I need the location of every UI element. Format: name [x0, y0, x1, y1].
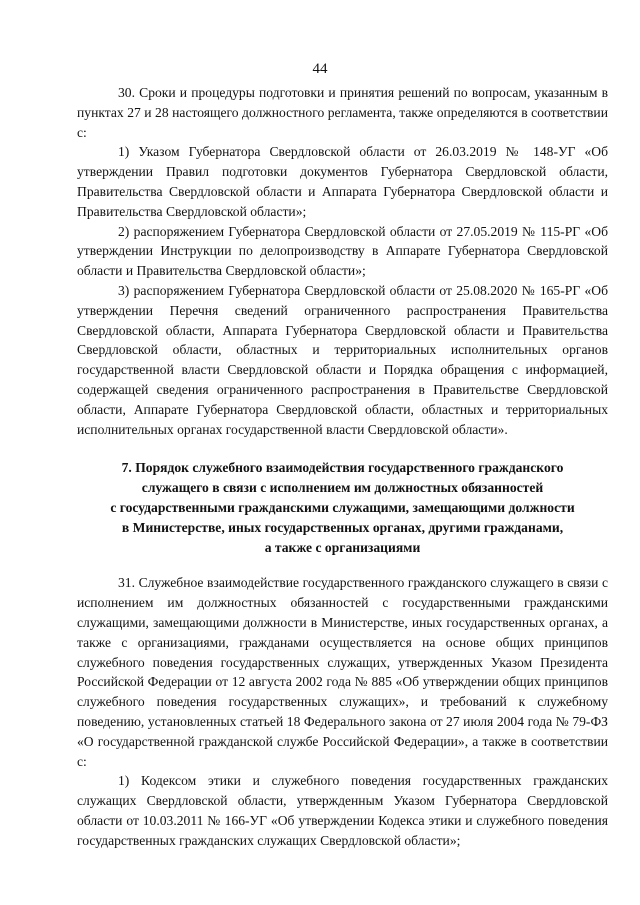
paragraph-31: 31. Служебное взаимодействие государственного гражданского служащего в связи с исполнением им должностных обязанностей с государственными гражданскими служащими, замещающими должности в Министерстве, иных государственных органах, а также с организациями, гражданами осуществляется на основе общих принципов служебного поведения государственных служащих, утвержденных Указом Президента Российской Федерации от 12 августа 2002 года № 885 «Об утверждении общих принципов служебного поведения государственных служащих», и требований к служебному поведению, установленных статьей 18 Федерального закона от 27 июля 2004 года № 79-ФЗ «О государственной гражданской службе Российской Федерации», а также в соответствии с:	[77, 575, 608, 769]
list-item-2: 2) распоряжением Губернатора Свердловской области от 27.05.2019 № 115-РГ «Об утверждении Инструкции по делопроизводству в Аппарате Губернатора Свердловской области и Правительства Свердловской области»;	[77, 223, 608, 279]
spacer	[77, 439, 608, 458]
list-item-1: 1) Кодексом этики и служебного поведения государственных гражданских служащих Свердловской области, утвержденным Указом Губернатора Свердловской области от 10.03.2011 № 166-УГ «Об утверждении Кодекса этики и служебного поведения государственных гражданских служащих Свердловской области»;	[77, 773, 608, 848]
heading-line: 7. Порядок служебного взаимодействия государственного гражданского	[121, 460, 564, 476]
heading-line: с государственными гражданскими служащими, замещающими должности	[110, 499, 575, 515]
heading-line: служащего в связи с исполнением им должностных обязанностей	[141, 480, 544, 496]
paragraph-30: 30. Сроки и процедуры подготовки и принятия решений по вопросам, указанным в пунктах 27 и 28 настоящего должностного регламента, также определяются в соответствии с:	[77, 85, 608, 140]
heading-line: в Министерстве, иных государственных органах, другими гражданами,	[121, 519, 564, 535]
list-item-3: 3) распоряжением Губернатора Свердловской области от 25.08.2020 № 165-РГ «Об утверждении Перечня сведений ограниченного распространения Правительства Свердловской области, Аппарата Губернатора Свердловской области и Правительства Свердловской области, областных и территориальных исполнительных органов государственной власти Свердловской области и Порядка обращения с информацией, содержащей сведения ограниченного распространения в Правительстве Свердловской области, Аппарате Губернатора Свердловской области, областных и территориальных исполнительных органах государственной власти Свердловской области».	[77, 282, 608, 437]
heading-line: а также с организациями	[264, 539, 421, 555]
document-body	[77, 83, 608, 850]
list-item-1: 1) Указом Губернатора Свердловской области от 26.03.2019 № 148-УГ «Об утверждении Правил подготовки документов Губернатора Свердловской области, Правительства Свердловской области и Аппарата Губернатора Свердловской области и Правительства Свердловской области»;	[77, 144, 608, 219]
spacer	[77, 557, 608, 573]
section-heading	[77, 458, 608, 557]
page-number: 44	[312, 61, 328, 77]
